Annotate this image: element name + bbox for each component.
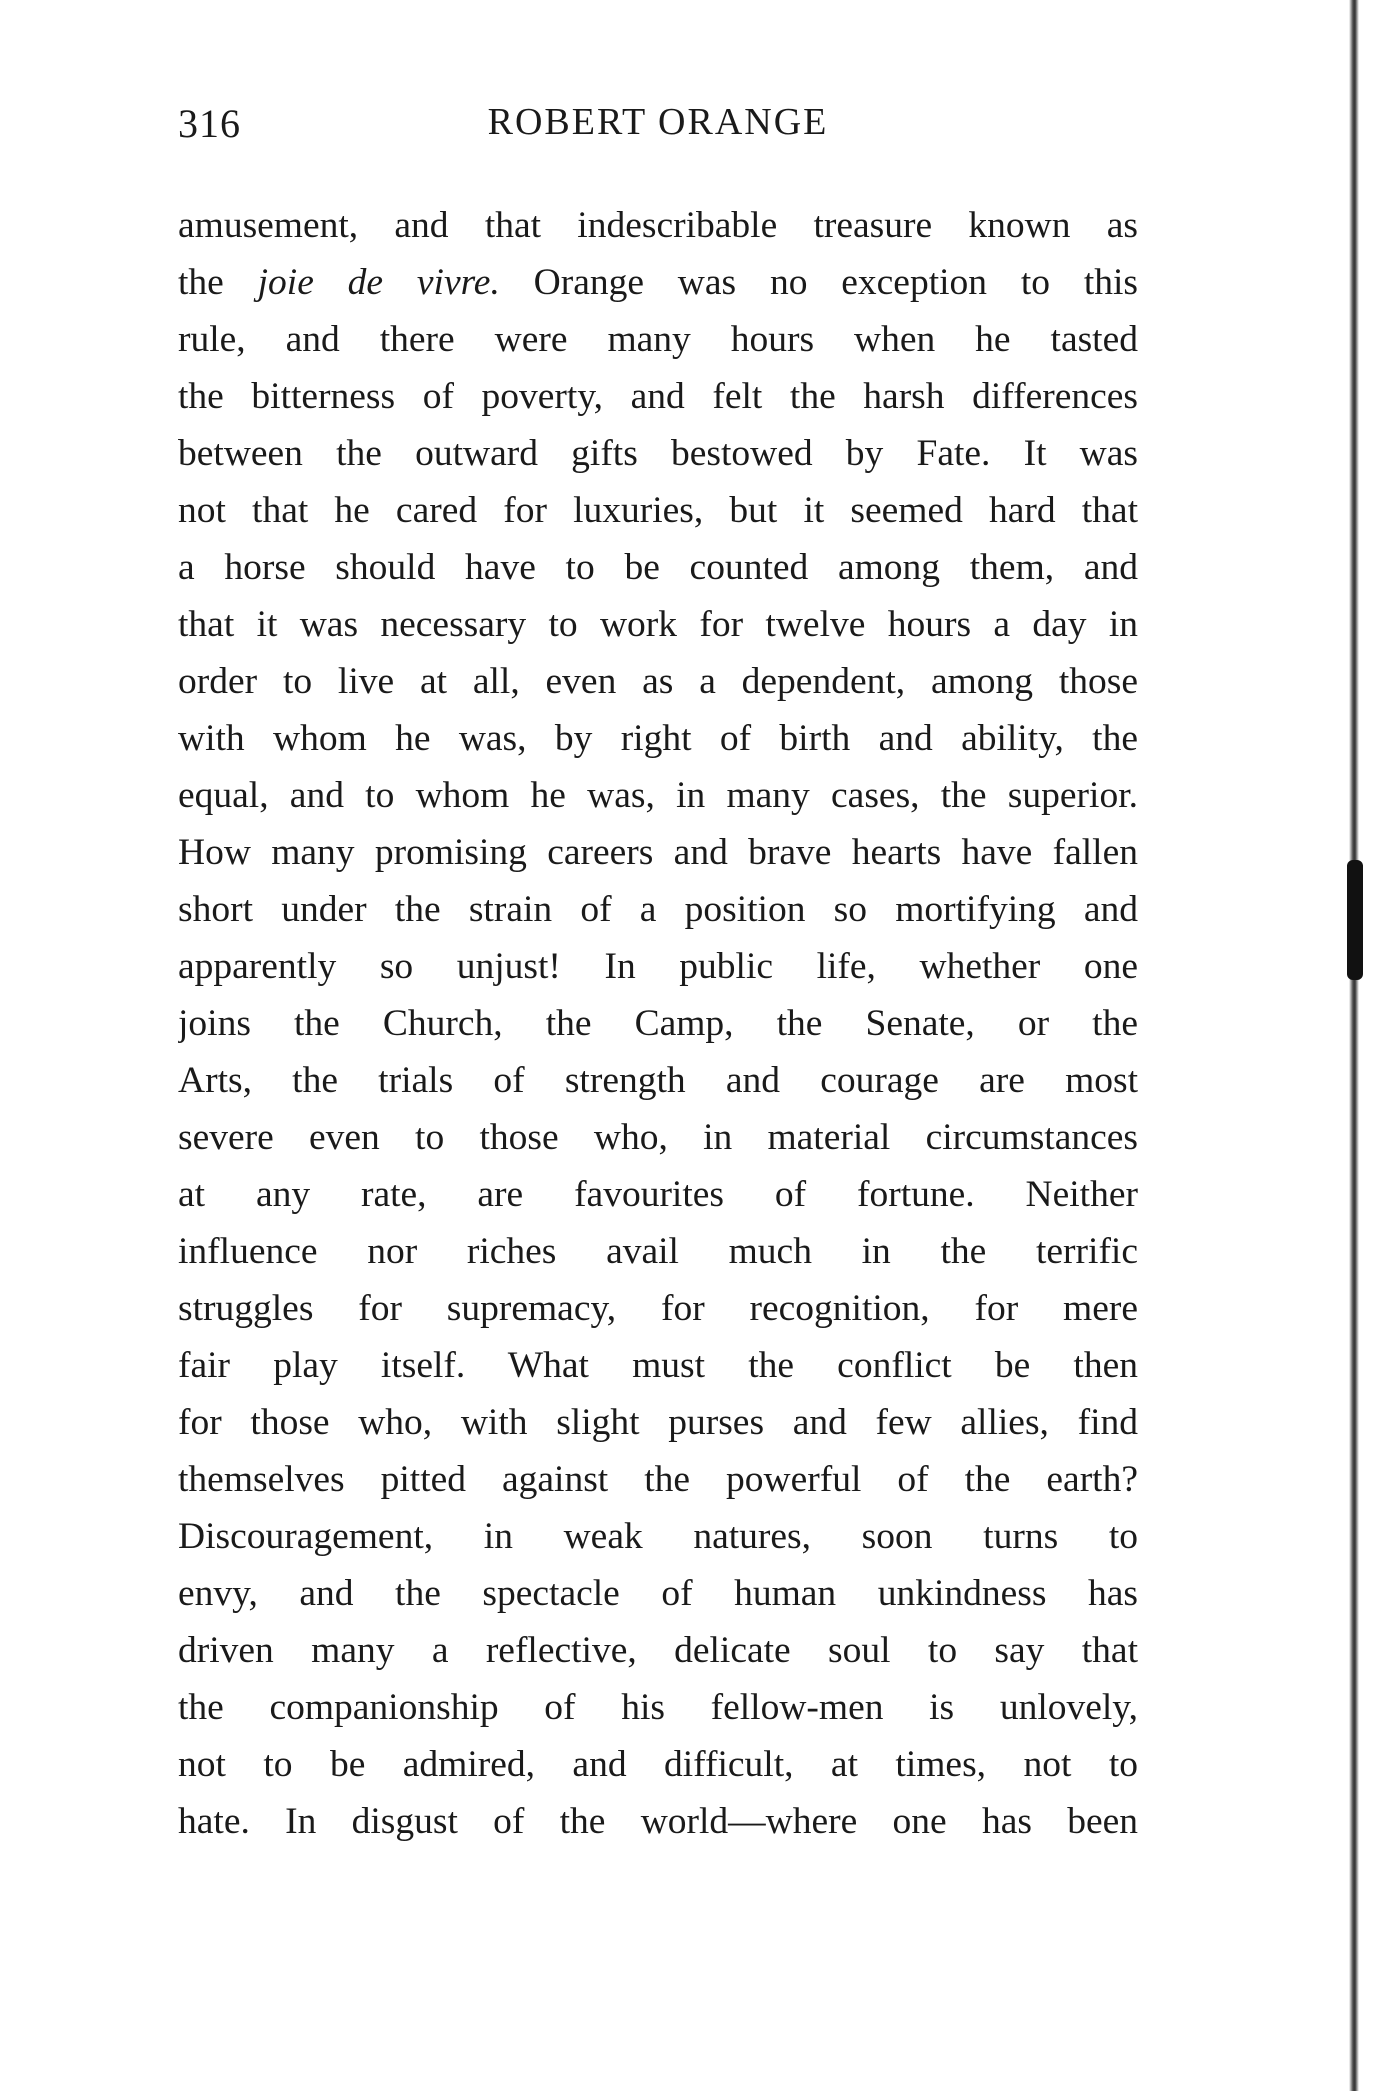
text-line-10: with whom he was, by right of birth and ability, the xyxy=(178,718,1138,759)
text-line-3: rule, and there were many hours when he tasted xyxy=(178,319,1138,360)
text-line-20: struggles for supremacy, for recognition, for mere xyxy=(178,1288,1138,1329)
text-line-26: driven many a reflective, delicate soul to say that xyxy=(178,1630,1138,1671)
text-line-2-after: Orange was no exception to this xyxy=(499,262,1138,303)
text-line-24: Discouragement, in weak natures, soon turns to xyxy=(178,1516,1138,1557)
page-number: 316 xyxy=(178,101,241,146)
text-line-2-italic: joie de vivre. xyxy=(257,262,500,303)
text-line-29: hate. In disgust of the world—where one has been xyxy=(178,1801,1138,1842)
text-line-23: themselves pitted against the powerful of the earth? xyxy=(178,1459,1138,1500)
text-line-7: a horse should have to be counted among them, and xyxy=(178,547,1138,588)
text-line-15: joins the Church, the Camp, the Senate, or the xyxy=(178,1003,1138,1044)
text-line-13: short under the strain of a position so mortifying and xyxy=(178,889,1138,930)
text-line-14: apparently so unjust! In public life, whether one xyxy=(178,946,1138,987)
body-text xyxy=(178,197,1138,1850)
text-line-2-before: the xyxy=(178,262,258,303)
text-line-18: at any rate, are favourites of fortune. Neither xyxy=(178,1174,1138,1215)
text-line-5: between the outward gifts bestowed by Fate. It was xyxy=(178,433,1138,474)
text-line-16: Arts, the trials of strength and courage are most xyxy=(178,1060,1138,1101)
text-line-2 xyxy=(178,254,1138,311)
text-line-8: that it was necessary to work for twelve hours a day in xyxy=(178,604,1138,645)
running-head xyxy=(178,100,1138,160)
text-line-11: equal, and to whom he was, in many cases, the superior. xyxy=(178,775,1138,816)
text-line-12: How many promising careers and brave hearts have fallen xyxy=(178,832,1138,873)
text-line-1: amusement, and that indescribable treasure known as xyxy=(178,205,1138,246)
text-line-21: fair play itself. What must the conflict be then xyxy=(178,1345,1138,1386)
running-title: ROBERT ORANGE xyxy=(487,101,829,143)
text-line-22: for those who, with slight purses and few allies, find xyxy=(178,1402,1138,1443)
binding-edge-shadow xyxy=(1349,0,1359,2091)
binding-edge-mark xyxy=(1347,860,1363,980)
text-line-6: not that he cared for luxuries, but it seemed hard that xyxy=(178,490,1138,531)
text-line-27: the companionship of his fellow-men is unlovely, xyxy=(178,1687,1138,1728)
text-line-4: the bitterness of poverty, and felt the harsh differences xyxy=(178,376,1138,417)
text-line-28: not to be admired, and difficult, at times, not to xyxy=(178,1744,1138,1785)
text-line-17: severe even to those who, in material circumstances xyxy=(178,1117,1138,1158)
text-line-25: envy, and the spectacle of human unkindness has xyxy=(178,1573,1138,1614)
text-line-9: order to live at all, even as a dependent, among those xyxy=(178,661,1138,702)
text-line-19: influence nor riches avail much in the terrific xyxy=(178,1231,1138,1272)
